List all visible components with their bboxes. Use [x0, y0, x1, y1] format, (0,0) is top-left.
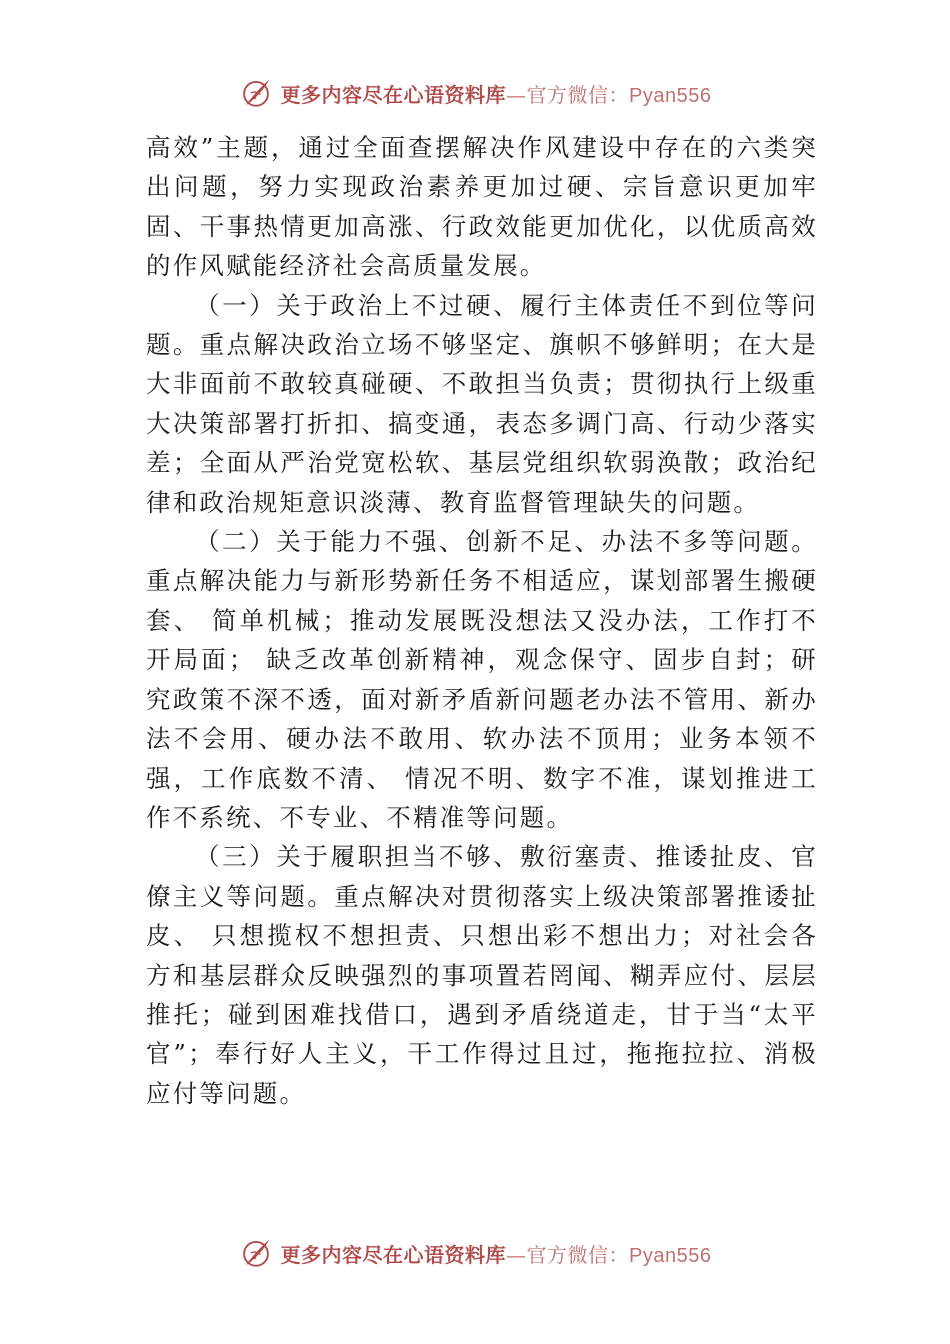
- document-body: [146, 128, 818, 1113]
- paragraph-section-1: （一）关于政治上不过硬、履行主体责任不到位等问题。重点解决政治立场不够坚定、旗帜不够鲜明；在大是大非面前不敢较真碰硬、不敢担当负责；贯彻执行上级重大决策部署打折扣、搞变通，表态多调门高、行动少落实差；全面从严治党宽松软、基层党组织软弱涣散；政治纪律和政治规矩意识淡薄、教育监督管理缺失的问题。: [146, 290, 818, 517]
- watermark-brand: 更多内容尽在心语资料库: [280, 82, 507, 107]
- paragraph-intro-continuation: 高效”主题，通过全面查摆解决作风建设中存在的六类突出问题，努力实现政治素养更加过硬、宗旨意识更加牢固、干事热情更加高涨、行政效能更加优化，以优质高效的作风赋能经济社会高质量发展。: [146, 133, 818, 281]
- watermark-contact-label: 官方微信：: [526, 82, 630, 107]
- watermark-wechat-id: Pyan556: [629, 1244, 712, 1267]
- paragraph-section-2: （二）关于能力不强、创新不足、办法不多等问题。重点解决能力与新形势新任务不相适应，谋划部署生搬硬套、 简单机械；推动发展既没想法又没办法，工作打不开局面； 缺乏改革创新精神，观念保守、固步自封；研究政策不深不透，面对新矛盾新问题老办法不管用、新办法不会用、硬办法不敢用、软办法不顶用；业务本领不强，工作底数不清、 情况不明、数字不准，谋划推进工作不系统、不专业、不精准等问题。: [146, 527, 818, 832]
- watermark-separator: —: [506, 82, 527, 107]
- paragraph-section-3: （三）关于履职担当不够、敷衍塞责、推诿扯皮、官僚主义等问题。重点解决对贯彻落实上级决策部署推诿扯皮、 只想揽权不想担责、只想出彩不想出力；对社会各方和基层群众反映强烈的事项置若罔闻、糊弄应付、层层推托；碰到困难找借口，遇到矛盾绕道走，甘于当“太平官”；奉行好人主义，干工作得过且过，拖拖拉拉、消极应付等问题。: [146, 842, 818, 1108]
- watermark-text: [281, 79, 712, 108]
- watermark-brand: 更多内容尽在心语资料库: [280, 1242, 507, 1267]
- watermark-wechat-id: Pyan556: [629, 84, 712, 107]
- header-watermark: [0, 73, 950, 113]
- watermark-text: [281, 1239, 712, 1268]
- footer-watermark: [0, 1233, 950, 1273]
- watermark-contact-label: 官方微信：: [526, 1242, 630, 1267]
- quill-seal-icon: [239, 1236, 273, 1270]
- quill-seal-icon: [239, 76, 273, 110]
- watermark-separator: —: [506, 1242, 527, 1267]
